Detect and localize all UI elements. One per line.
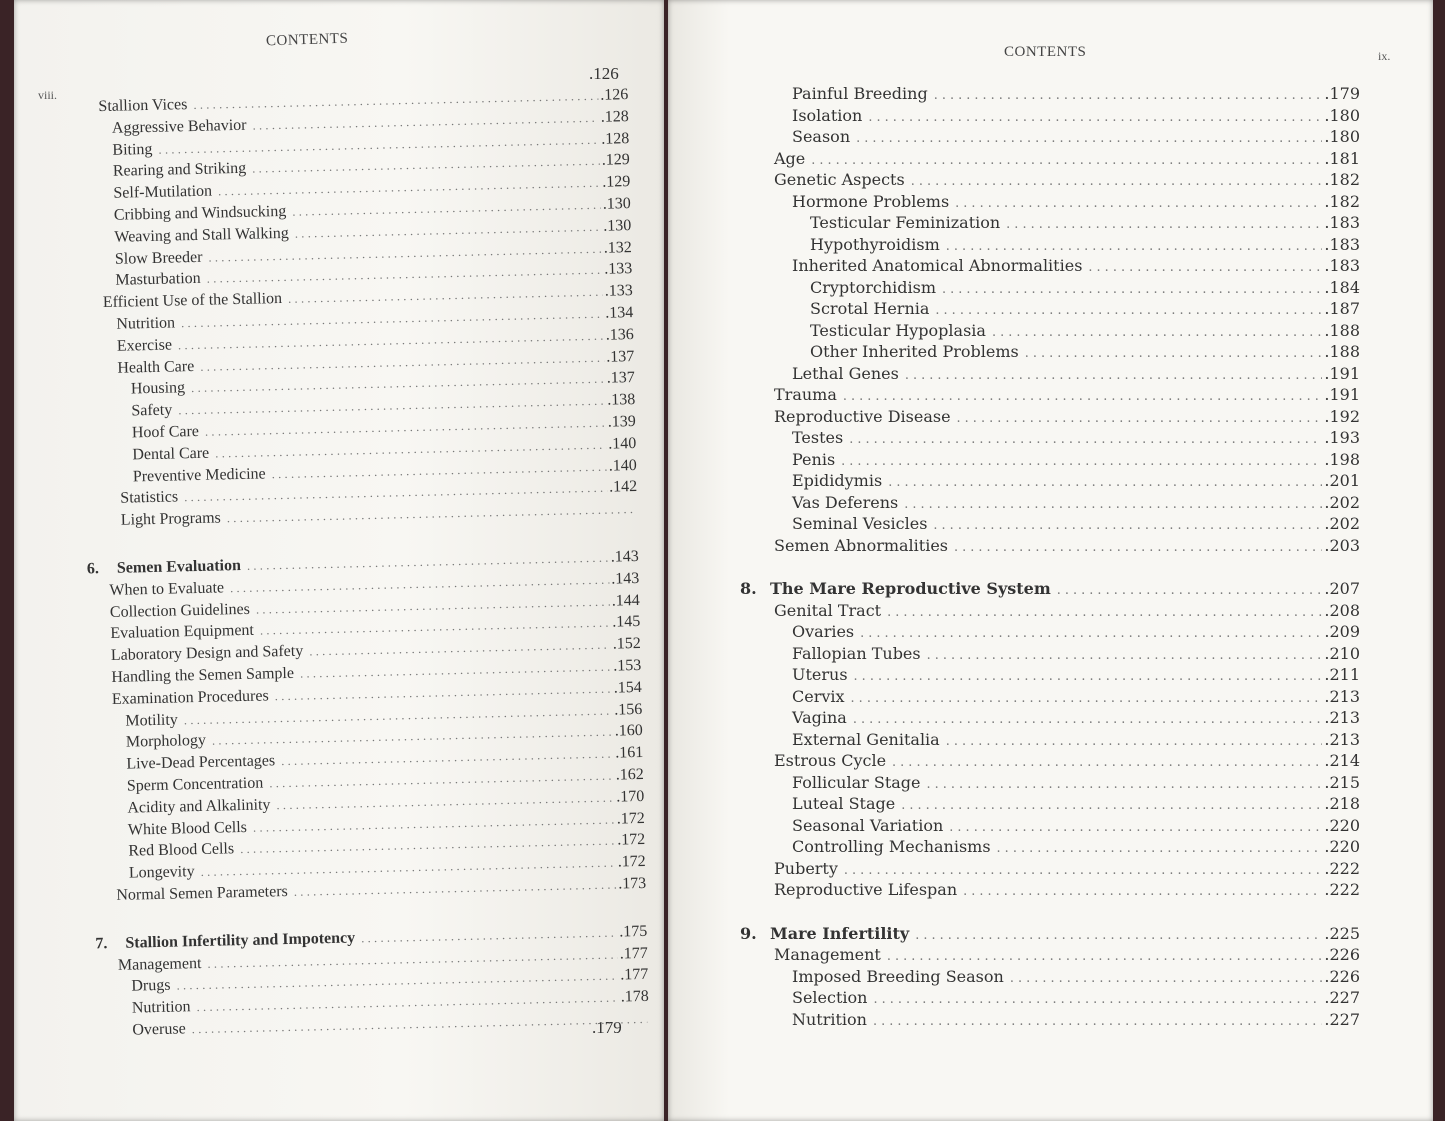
dot-leader (192, 1012, 648, 1037)
left-folio: viii. (38, 88, 58, 102)
toc-entry (792, 1010, 1360, 1029)
toc-entry (774, 880, 1360, 899)
toc-entry-title: Epididymis (792, 471, 883, 490)
toc-entry-page: .182 (1324, 170, 1360, 189)
toc-entry (792, 256, 1360, 275)
dot-leader (361, 925, 617, 946)
toc-entry-title: Genital Tract (774, 600, 882, 620)
dot-leader (1088, 260, 1322, 275)
dot-leader (911, 174, 1323, 189)
left-running-head: CONTENTS (265, 30, 349, 50)
toc-entry-page: .225 (1324, 923, 1360, 943)
toc-entry-page: .202 (1324, 514, 1360, 533)
toc-entry-page: .179 (1324, 84, 1360, 103)
toc-entry-title: Efficient Use of the Stallion (102, 290, 283, 312)
toc-entry (810, 213, 1360, 232)
toc-entry-page: .198 (1324, 449, 1360, 469)
toc-entry (774, 407, 1360, 426)
toc-entry-page: .203 (1324, 535, 1360, 555)
toc-entry-title: Other Inherited Problems (810, 342, 1019, 361)
dot-leader (811, 153, 1322, 168)
toc-entry-title: External Genitalia (792, 729, 940, 749)
toc-entry-title: Testicular Hypoplasia (810, 320, 986, 340)
toc-entry (792, 708, 1360, 727)
toc-entry (792, 967, 1360, 986)
toc-entry (810, 278, 1360, 297)
toc-entry-page: .181 (1324, 148, 1360, 168)
toc-entry-page: .191 (1324, 363, 1360, 383)
right-running-head: CONTENTS (1004, 44, 1087, 60)
right-folio: ix. (1378, 49, 1391, 63)
toc-entry (792, 988, 1360, 1007)
toc-entry-title: Selection (792, 988, 868, 1007)
toc-entry-title: Lethal Genes (792, 363, 899, 383)
toc-entry (792, 192, 1360, 211)
toc-entry-title: Management (774, 945, 881, 964)
toc-entry (774, 385, 1360, 404)
toc-entry-title: Health Care (117, 357, 195, 377)
dot-leader (1025, 346, 1323, 361)
dot-leader (252, 111, 599, 134)
dot-leader (887, 605, 1322, 620)
toc-entry-page: .128 (600, 107, 629, 126)
toc-entry-page: .136 (605, 325, 634, 344)
toc-entry (792, 730, 1360, 749)
dot-leader (309, 638, 611, 660)
toc-entry-page: .170 (616, 787, 645, 806)
toc-entry-title: Fallopian Tubes (792, 643, 921, 663)
dot-leader (873, 992, 1322, 1007)
toc-entry-title: Reproductive Lifespan (774, 880, 958, 899)
toc-entry-title: Vagina (792, 708, 847, 727)
toc-entry-page: .227 (1324, 988, 1360, 1007)
toc-entry-title: Longevity (128, 863, 195, 882)
toc-entry-title: Trauma (774, 385, 837, 404)
toc-entry (792, 773, 1360, 792)
toc-entry-title: Cribbing and Windsucking (113, 202, 287, 224)
toc-entry-title: Housing (130, 379, 186, 398)
toc-entry-page: .183 (1324, 234, 1360, 254)
toc-entry-page: .226 (1324, 966, 1360, 986)
toc-entry-page: .209 (1324, 622, 1360, 641)
dot-leader (275, 681, 612, 704)
dot-leader (868, 110, 1322, 125)
dot-leader (934, 88, 1323, 103)
toc-entry-page: .213 (1324, 729, 1360, 749)
chapter-number: 9. (740, 923, 757, 943)
toc-entry (810, 321, 1360, 340)
dot-leader (849, 432, 1322, 447)
toc-entry-title: Self-Mutilation (113, 182, 213, 202)
toc-entry-page: .215 (1324, 772, 1360, 792)
dot-leader (281, 747, 613, 770)
dot-leader (927, 648, 1323, 663)
toc-entry-title: Motility (125, 711, 179, 730)
toc-entry (792, 450, 1360, 469)
dot-leader (292, 198, 601, 220)
toc-entry-title: Genetic Aspects (774, 170, 905, 189)
toc-entry-page: .220 (1324, 815, 1360, 835)
dot-leader (942, 282, 1322, 297)
toc-entry (792, 471, 1360, 490)
dot-leader (854, 669, 1323, 684)
toc-entry-title: Semen Abnormalities (774, 535, 949, 555)
toc-entry-page: .128 (601, 129, 630, 148)
toc-entry-title: Cryptorchidism (810, 277, 937, 297)
toc-entry-title: Estrous Cycle (774, 751, 887, 770)
toc-entry-page: .220 (1324, 837, 1360, 856)
dot-leader (256, 594, 610, 617)
toc-entry-page: .193 (1324, 428, 1360, 447)
dot-leader (915, 928, 1322, 943)
dot-leader (844, 863, 1322, 878)
dot-leader (949, 820, 1322, 835)
dot-leader (230, 572, 610, 596)
dot-leader (1057, 583, 1323, 598)
toc-entry-title: Testes (792, 428, 844, 447)
toc-entry (792, 622, 1360, 641)
toc-entry-page: .175 (619, 922, 648, 941)
toc-entry-title: Stallion Infertility and Impotency (125, 929, 356, 952)
toc-entry-page: .172 (617, 853, 646, 871)
toc-entry-title: Isolation (792, 105, 863, 125)
toc-entry-page: .134 (605, 304, 634, 322)
toc-entry-title: Examination Procedures (111, 687, 269, 708)
toc-entry-page: .143 (611, 569, 640, 588)
toc-entry-title: Semen Evaluation (116, 556, 242, 577)
dot-leader (957, 411, 1323, 426)
dot-leader (276, 790, 614, 813)
toc-entry-page: .143 (610, 547, 639, 566)
toc-entry (792, 106, 1360, 125)
dot-leader (247, 551, 609, 574)
toc-entry-page: .130 (602, 195, 631, 213)
toc-entry (792, 665, 1360, 684)
toc-entry-title: Statistics (120, 488, 179, 508)
toc-entry-title: Vas Deferens (792, 492, 899, 512)
chapter-number: 6. (86, 560, 100, 578)
toc-entry-title: Hypothyroidism (810, 234, 940, 254)
dot-leader (843, 389, 1323, 404)
toc-entry (792, 644, 1360, 663)
toc-entry-title: Acidity and Alkalinity (127, 796, 271, 817)
toc-entry-page: .202 (1324, 492, 1360, 512)
toc-entry (810, 235, 1360, 254)
toc-entry-page: .188 (1324, 342, 1360, 361)
toc-entry-page: .139 (607, 413, 636, 431)
toc-entry-page: .162 (615, 765, 644, 784)
dot-leader (860, 626, 1322, 641)
toc-entry-page: .177 (620, 966, 649, 984)
toc-entry-title: Handling the Semen Sample (111, 664, 295, 686)
dot-leader (905, 368, 1323, 383)
toc-entry-page: .137 (606, 369, 635, 388)
toc-entry-title: Management (117, 954, 202, 974)
toc-entry-title: Rearing and Striking (112, 160, 247, 181)
toc-entry-title: Imposed Breeding Season (792, 966, 1004, 986)
toc-entry-page: .214 (1324, 751, 1360, 770)
toc-entry-page: .133 (604, 282, 633, 300)
dot-leader (992, 325, 1322, 340)
toc-entry-page: .184 (1324, 277, 1360, 297)
toc-entry-page: .210 (1324, 643, 1360, 663)
dot-leader (1010, 971, 1323, 986)
toc-entry-page: .192 (1324, 406, 1360, 426)
toc-entry-page: .213 (1324, 686, 1360, 706)
toc-entry-title: Ovaries (792, 622, 855, 641)
dot-leader (904, 497, 1322, 512)
toc-entry-page: .222 (1324, 880, 1360, 899)
toc-entry-page: .218 (1324, 794, 1360, 813)
toc-entry-title: Mare Infertility (770, 923, 910, 943)
toc-entry-title: Dental Care (132, 444, 210, 464)
toc-entry-page: .160 (614, 722, 643, 740)
left-page (14, 0, 664, 1121)
toc-entry-title: Normal Semen Parameters (116, 883, 288, 904)
toc-entry-title: Penis (792, 449, 836, 469)
dot-leader (946, 239, 1323, 254)
dot-leader (901, 798, 1322, 813)
toc-entry (774, 149, 1360, 168)
right-page (668, 0, 1433, 1121)
toc-entry (740, 924, 1360, 943)
toc-entry (792, 364, 1360, 383)
toc-entry-page: .177 (619, 944, 648, 963)
dot-leader (997, 841, 1323, 856)
dot-leader (288, 285, 603, 307)
toc-entry (774, 536, 1360, 555)
toc-entry-title: Season (792, 127, 851, 146)
toc-entry-page: .161 (615, 744, 644, 762)
dot-leader (856, 131, 1322, 146)
toc-entry (792, 816, 1360, 835)
toc-entry-title: Collection Guidelines (109, 600, 251, 621)
toc-entry-title: Age (774, 148, 806, 168)
toc-entry (774, 751, 1360, 770)
toc-entry-title: Light Programs (120, 509, 222, 529)
toc-entry-page: .182 (1324, 191, 1360, 211)
toc-entry-page: .142 (609, 478, 638, 497)
toc-entry-page: .156 (614, 700, 643, 719)
toc-entry-page: .138 (607, 391, 636, 409)
toc-entry-page: .207 (1324, 579, 1360, 598)
dot-leader (933, 518, 1322, 533)
dot-leader (300, 660, 612, 682)
toc-entry-page: .180 (1324, 127, 1360, 146)
toc-entry (792, 837, 1360, 856)
toc-entry-page: .129 (601, 151, 630, 170)
toc-entry-title: Hormone Problems (792, 191, 950, 211)
left-bottom-overflow-page: .179 (592, 1018, 622, 1037)
toc-entry-page: .140 (608, 456, 637, 475)
dot-leader (253, 812, 615, 835)
toc-entry-page: .133 (604, 260, 633, 279)
toc-entry-page: .201 (1324, 471, 1360, 490)
dot-leader (294, 878, 617, 900)
toc-entry-page: .213 (1324, 708, 1360, 727)
toc-entry-title: Nutrition (131, 998, 191, 1017)
toc-entry-title: The Mare Reproductive System (770, 579, 1051, 598)
toc-entry-page: .172 (616, 809, 645, 828)
dot-leader (954, 540, 1322, 555)
dot-leader (935, 303, 1322, 318)
toc-entry-title: Hoof Care (131, 422, 200, 442)
toc-entry (792, 493, 1360, 512)
toc-entry-title: Seminal Vesicles (792, 514, 928, 533)
dot-leader (260, 616, 611, 639)
toc-entry (774, 945, 1360, 964)
toc-entry-page: .172 (617, 831, 646, 849)
dot-leader (873, 1014, 1322, 1029)
toc-entry-page: .183 (1324, 256, 1360, 275)
toc-entry-title: Aggressive Behavior (111, 116, 247, 137)
toc-entry-page: .153 (613, 656, 642, 675)
toc-entry-title: Puberty (774, 858, 838, 878)
toc-entry-page: .222 (1324, 858, 1360, 878)
toc-entry-page: .132 (603, 238, 632, 257)
toc-entry-title: Nutrition (792, 1009, 867, 1029)
toc-entry-page: .187 (1324, 299, 1360, 318)
toc-entry-title: Preventive Medicine (132, 465, 266, 486)
dot-leader (888, 475, 1322, 490)
dot-leader (955, 196, 1322, 211)
toc-entry-title: Testicular Feminization (810, 213, 1001, 232)
toc-entry-title: Stallion Vices (98, 96, 188, 116)
toc-entry-title: Morphology (125, 732, 207, 752)
toc-entry-page: .227 (1324, 1009, 1360, 1029)
toc-entry-title: Luteal Stage (792, 794, 896, 813)
toc-entry-title: Exercise (116, 336, 173, 355)
toc-entry (792, 428, 1360, 447)
toc-entry-title: Cervix (792, 686, 845, 706)
toc-entry (774, 170, 1360, 189)
toc-entry (810, 342, 1360, 361)
toc-entry-page: .180 (1324, 105, 1360, 125)
toc-entry-title: Laboratory Design and Safety (110, 642, 304, 665)
toc-entry-title: White Blood Cells (127, 818, 248, 839)
chapter-number: 7. (95, 934, 108, 953)
toc-entry (792, 84, 1360, 103)
toc-entry-title: Nutrition (116, 314, 176, 333)
toc-entry-page: .188 (1324, 320, 1360, 340)
toc-entry-title: Biting (112, 140, 153, 159)
toc-entry-page: .140 (608, 434, 637, 453)
toc-entry-title: Reproductive Disease (774, 406, 951, 426)
toc-entry-title: Follicular Stage (792, 772, 921, 792)
dot-leader (887, 949, 1323, 964)
toc-entry-title: Slow Breeder (114, 248, 203, 268)
toc-entry-page: .152 (612, 635, 641, 653)
toc-entry-title: Sperm Concentration (126, 774, 264, 795)
toc-entry-page: .129 (602, 173, 631, 191)
toc-entry-title: Overuse (132, 1020, 186, 1039)
toc-entry-title: Scrotal Hernia (810, 299, 930, 318)
dot-leader (851, 691, 1323, 706)
dot-leader (227, 502, 636, 526)
toc-entry-title: Seasonal Variation (792, 815, 944, 835)
dot-leader (240, 834, 615, 858)
dot-leader (252, 154, 600, 177)
toc-entry (792, 514, 1360, 533)
dot-leader (927, 777, 1323, 792)
dot-leader (295, 220, 602, 242)
toc-entry-title: Safety (131, 401, 173, 420)
toc-entry-page: .126 (600, 86, 629, 104)
toc-entry-page: .130 (603, 216, 632, 235)
toc-entry-page: .211 (1324, 665, 1360, 684)
toc-entry (774, 859, 1360, 878)
dot-leader (963, 884, 1322, 899)
toc-entry (792, 127, 1360, 146)
toc-entry-title: When to Evaluate (109, 579, 225, 599)
toc-entry-title: Masturbation (115, 270, 201, 290)
dot-leader (272, 459, 607, 482)
toc-entry-title: Evaluation Equipment (110, 622, 255, 643)
toc-entry-title: Controlling Mechanisms (792, 837, 991, 856)
toc-entry-page: .145 (612, 613, 641, 631)
toc-entry-title: Drugs (131, 977, 171, 995)
chapter-number: 8. (740, 579, 757, 598)
toc-entry-page: .183 (1324, 213, 1360, 232)
toc-entry-page: .226 (1324, 945, 1360, 964)
toc-entry (792, 687, 1360, 706)
toc-entry-page: .173 (618, 874, 647, 893)
toc-entry-page: .137 (606, 347, 635, 366)
dot-leader (1006, 217, 1322, 232)
toc-entry-page: .144 (611, 591, 640, 610)
dot-leader (841, 454, 1322, 469)
toc-entry-title: Weaving and Stall Walking (114, 224, 289, 246)
dot-leader (892, 755, 1322, 770)
toc-entry-title: Live-Dead Percentages (126, 752, 276, 773)
toc-entry-title: Red Blood Cells (128, 840, 235, 861)
toc-entry-page: .154 (613, 678, 642, 697)
dot-leader (269, 769, 614, 792)
dot-leader (853, 712, 1323, 727)
toc-entry-page: .208 (1324, 600, 1360, 620)
left-top-overflow-page: .126 (589, 64, 619, 83)
toc-entry-title: Painful Breeding (792, 84, 928, 103)
toc-entry (810, 299, 1360, 318)
toc-entry (774, 601, 1360, 620)
toc-entry-title: Uterus (792, 665, 848, 684)
toc-entry-page: .178 (620, 988, 649, 1006)
toc-entry (792, 794, 1360, 813)
toc-entry-page: .191 (1324, 385, 1360, 404)
toc-entry-title: Inherited Anatomical Abnormalities (792, 256, 1083, 275)
toc-entry (740, 579, 1360, 598)
dot-leader (946, 734, 1323, 749)
